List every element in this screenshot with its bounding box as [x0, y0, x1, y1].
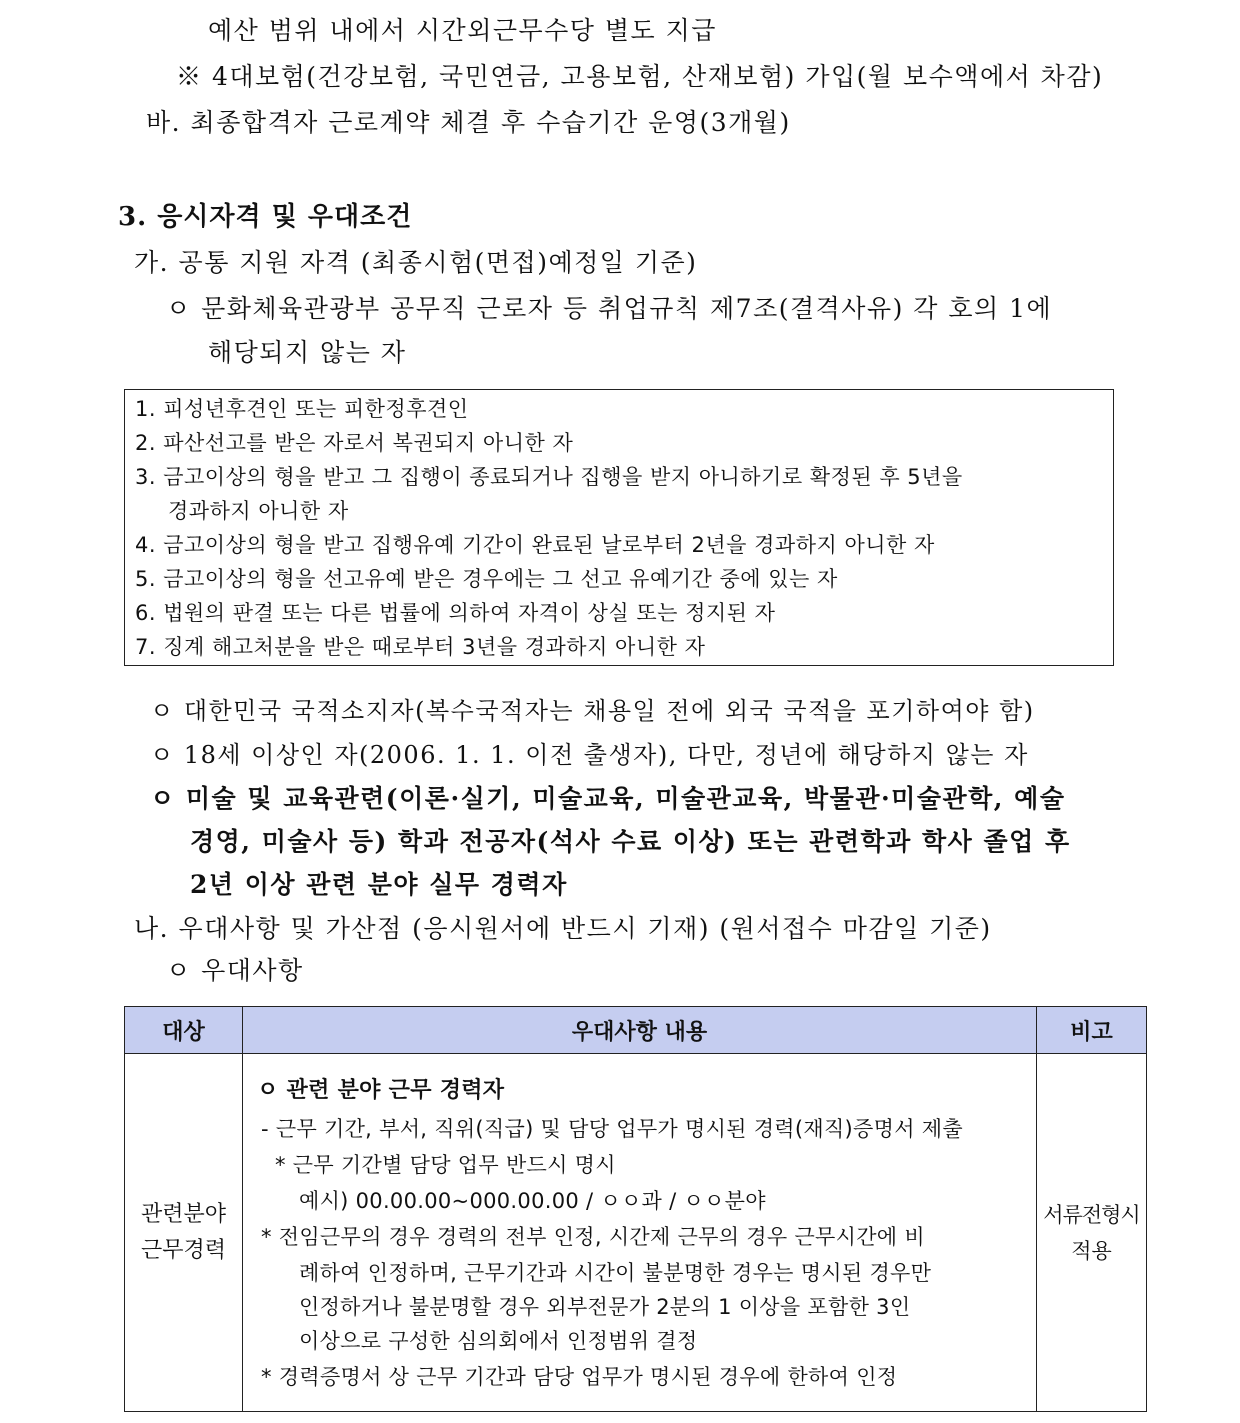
intro-line-1: 예산 범위 내에서 시간외근무수당 별도 지급 [208, 16, 717, 45]
intro-line-3: 바. 최종합격자 근로계약 체결 후 수습기간 운영(3개월) [146, 108, 791, 137]
target-line-2: 근무경력 [140, 1237, 226, 1263]
bullet-1-line-2: 해당되지 않는 자 [208, 338, 407, 367]
bullet-1-line-1: ㅇ 문화체육관광부 공무직 근로자 등 취업규칙 제7조(결격사유) 각 호의 1에 [166, 294, 1053, 323]
sub-heading-ga: 가. 공통 지원 자격 (최종시험(면접)예정일 기준) [134, 248, 698, 277]
header-content: 우대사항 내용 [243, 1007, 1037, 1054]
disqualification-item: 5. 금고이상의 형을 선고유예 받은 경우에는 그 선고 유예기간 중에 있는 자 [135, 567, 838, 591]
content-line: 이상으로 구성한 심의회에서 인정범위 결정 [299, 1329, 698, 1353]
header-target: 대상 [125, 1007, 243, 1054]
content-line: * 전임근무의 경우 경력의 전부 인정, 시간제 근무의 경우 근무시간에 비 [261, 1225, 925, 1249]
intro-line-2: ※ 4대보험(건강보험, 국민연금, 고용보험, 산재보험) 가입(월 보수액에서 차감) [176, 62, 1104, 91]
cell-content [243, 1054, 1037, 1412]
content-line: * 근무 기간별 담당 업무 반드시 명시 [275, 1153, 616, 1177]
content-line: * 경력증명서 상 근무 기간과 담당 업무가 명시된 경우에 한하여 인정 [261, 1365, 898, 1389]
bullet-4-line-2: 경영, 미술사 등) 학과 전공자(석사 수료 이상) 또는 관련학과 학사 졸업 후 [190, 827, 1071, 856]
disqualification-item: 3. 금고이상의 형을 받고 그 집행이 종료되거나 집행을 받지 아니하기로 확정된 후 5년을 [135, 465, 963, 489]
content-line: 예시) 00.00.00~000.00.00 / ㅇㅇ과 / ㅇㅇ분야 [299, 1189, 766, 1213]
content-line: - 근무 기간, 부서, 직위(직급) 및 담당 업무가 명시된 경력(재직)증명서 제출 [261, 1117, 963, 1141]
bullet-4-line-1: ㅇ 미술 및 교육관련(이론·실기, 미술교육, 미술관교육, 박물관·미술관학, 예술 [150, 784, 1066, 813]
target-line-1: 관련분야 [140, 1201, 226, 1227]
table-header-row [125, 1007, 1147, 1054]
disqualification-item: 4. 금고이상의 형을 받고 집행유예 기간이 완료된 날로부터 2년을 경과하지 아니한 자 [135, 533, 935, 557]
disqualification-item: 7. 징계 해고처분을 받은 때로부터 3년을 경과하지 아니한 자 [135, 635, 706, 659]
content-line: 인정하거나 불분명할 경우 외부전문가 2분의 1 이상을 포함한 3인 [299, 1295, 911, 1319]
disqualification-item: 1. 피성년후견인 또는 피한정후견인 [135, 397, 469, 421]
disqualification-item: 6. 법원의 판결 또는 다른 법률에 의하여 자격이 상실 또는 정지된 자 [135, 601, 776, 625]
bullet-3: ㅇ 18세 이상인 자(2006. 1. 1. 이전 출생자), 다만, 정년에 해당하지 않는 자 [150, 741, 1029, 769]
bullet-4-line-3: 2년 이상 관련 분야 실무 경력자 [190, 870, 568, 899]
disqualification-item-continued: 경과하지 아니한 자 [168, 499, 349, 523]
section-3-heading: 3. 응시자격 및 우대조건 [118, 202, 413, 232]
header-note: 비고 [1037, 1007, 1147, 1054]
note-line-2: 적용 [1071, 1238, 1112, 1263]
content-line: 례하여 인정하며, 근무기간과 시간이 불분명한 경우는 명시된 경우만 [299, 1261, 932, 1285]
note-line-1: 서류전형시 [1043, 1202, 1140, 1227]
cell-note [1037, 1054, 1147, 1412]
disqualification-box [124, 389, 1114, 666]
sub-heading-na-bullet: ㅇ 우대사항 [166, 956, 304, 985]
bullet-2: ㅇ 대한민국 국적소지자(복수국적자는 채용일 전에 외국 국적을 포기하여야 함) [150, 697, 1035, 725]
sub-heading-na: 나. 우대사항 및 가산점 (응시원서에 반드시 기재) (원서접수 마감일 기준) [134, 914, 992, 943]
preference-table [124, 1006, 1147, 1412]
disqualification-item: 2. 파산선고를 받은 자로서 복권되지 아니한 자 [135, 431, 574, 455]
cell-target [125, 1054, 243, 1412]
content-title: ㅇ 관련 분야 근무 경력자 [257, 1078, 505, 1103]
table-row [125, 1054, 1147, 1412]
